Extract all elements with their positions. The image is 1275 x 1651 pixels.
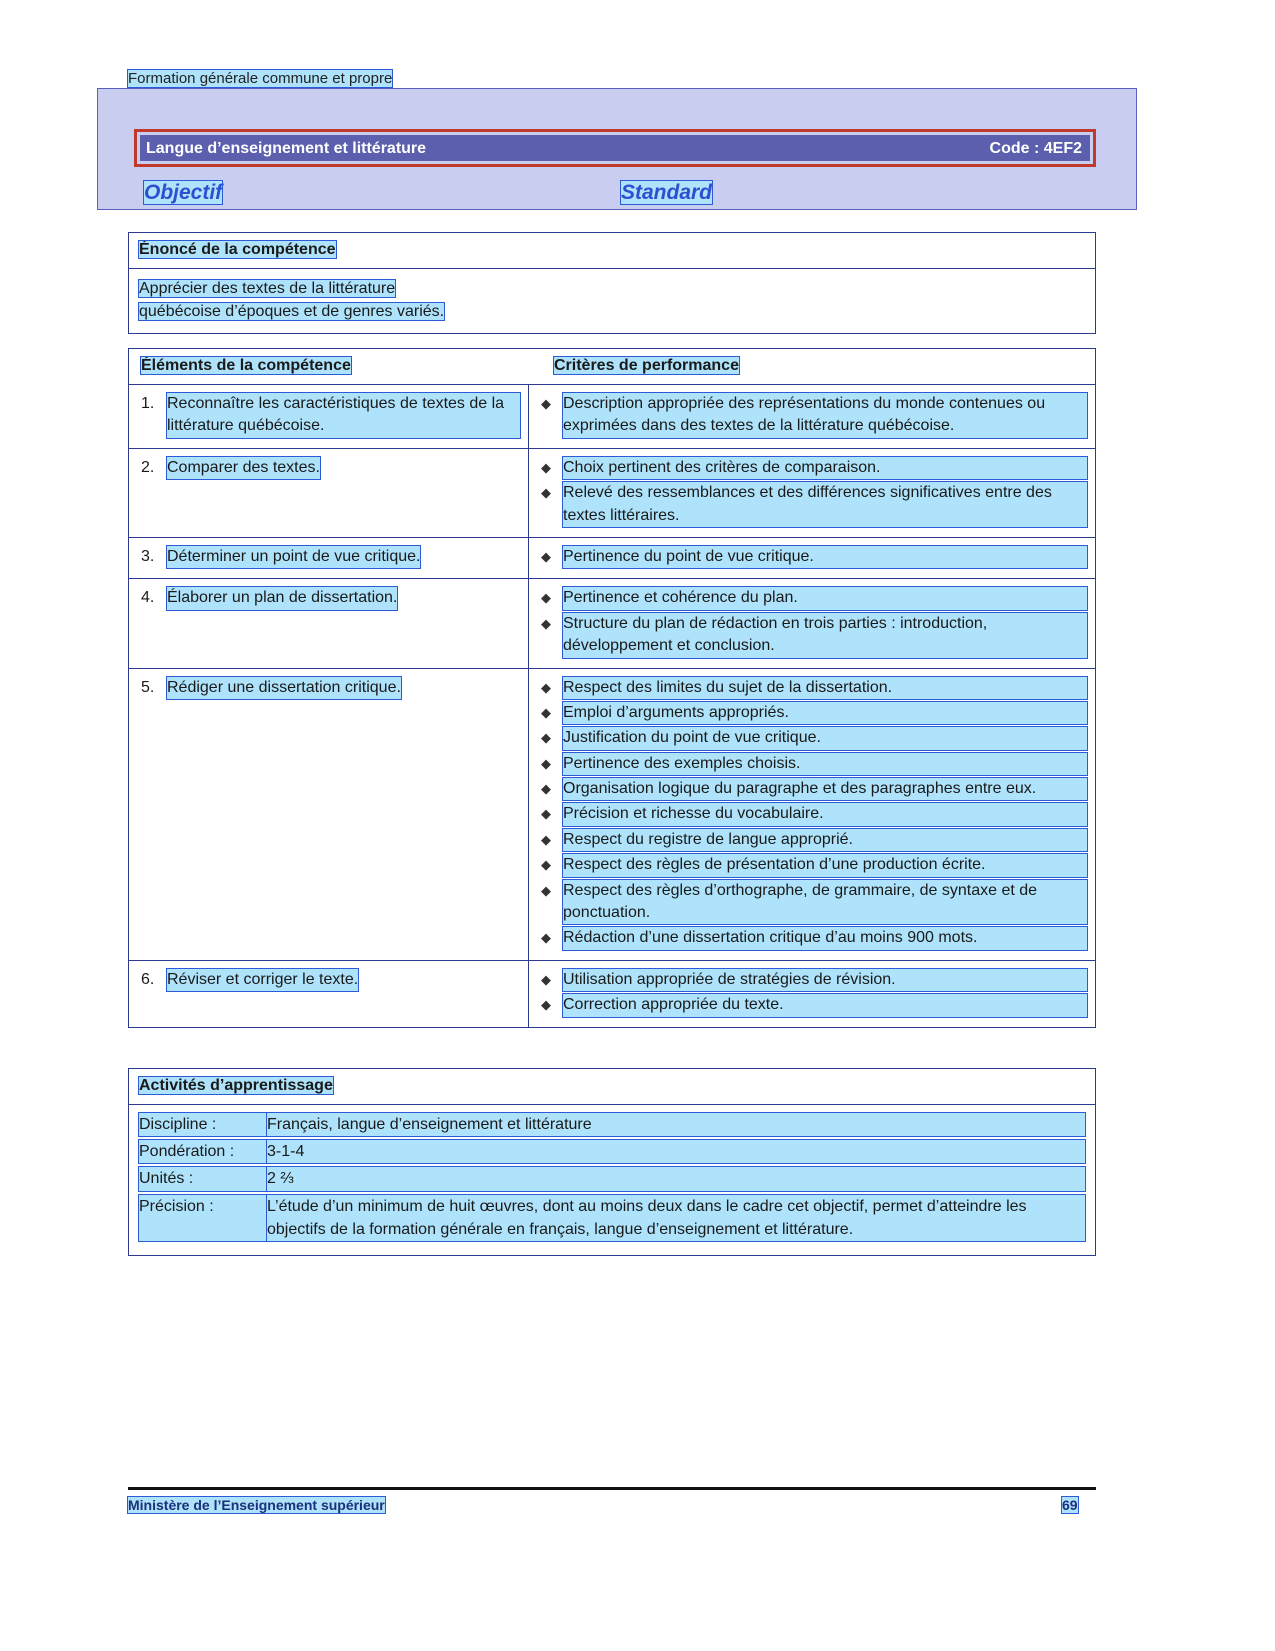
bullet-icon: ◆ bbox=[541, 730, 551, 746]
criterion-text: Description appropriée des représentations du monde contenues ou exprimées dans des textes de la littérature québécoise. bbox=[563, 393, 1087, 438]
table-row bbox=[129, 961, 1095, 1027]
bullet-icon: ◆ bbox=[541, 971, 551, 987]
column-header-standard bbox=[621, 181, 712, 205]
criterion-text: Rédaction d’une dissertation critique d’au moins 900 mots. bbox=[563, 927, 1087, 949]
activities-heading bbox=[129, 1069, 1095, 1105]
bullet-icon: ◆ bbox=[541, 806, 551, 822]
activities-row bbox=[139, 1113, 1085, 1136]
criterion-text: Respect du registre de langue approprié. bbox=[563, 829, 1087, 851]
competence-heading bbox=[129, 233, 1095, 269]
bullet-icon: ◆ bbox=[541, 679, 551, 695]
table-header-elements bbox=[129, 357, 541, 375]
element-number: 2. bbox=[141, 458, 155, 476]
element-number: 6. bbox=[141, 970, 155, 988]
criteria-cell bbox=[529, 385, 1095, 448]
discipline-title: Langue d’enseignement et littérature bbox=[146, 140, 427, 157]
table-row bbox=[129, 538, 1095, 579]
bullet-icon: ◆ bbox=[541, 997, 551, 1013]
competence-heading-text: Énoncé de la compétence bbox=[139, 241, 336, 258]
activities-value: 3-1-4 bbox=[267, 1140, 1085, 1163]
table-header-criteria-text: Critères de performance bbox=[554, 357, 739, 374]
element-text: Comparer des textes. bbox=[167, 457, 320, 479]
criteria-cell bbox=[529, 449, 1095, 537]
activities-row bbox=[139, 1195, 1085, 1241]
criterion-text: Choix pertinent des critères de comparaison. bbox=[563, 457, 1087, 479]
competence-body bbox=[129, 269, 1095, 333]
activities-label: Discipline : bbox=[139, 1113, 267, 1136]
element-number: 4. bbox=[141, 589, 155, 607]
element-number: 3. bbox=[141, 547, 155, 565]
competence-text-line2: québécoise d’époques et de genres variés. bbox=[139, 303, 445, 321]
footer-page-number-text: 69 bbox=[1062, 1497, 1078, 1513]
criteria-cell bbox=[529, 538, 1095, 578]
column-header-standard-text: Standard bbox=[621, 181, 713, 204]
criterion-text: Justification du point de vue critique. bbox=[563, 727, 1087, 749]
footer-ministry bbox=[128, 1497, 385, 1513]
element-cell bbox=[129, 669, 529, 960]
criterion-text: Pertinence des exemples choisis. bbox=[563, 753, 1087, 775]
element-text: Réviser et corriger le texte. bbox=[167, 969, 358, 991]
table-row bbox=[129, 449, 1095, 538]
footer-page-number bbox=[1062, 1497, 1078, 1513]
element-cell bbox=[129, 538, 529, 578]
criterion-text: Précision et richesse du vocabulaire. bbox=[563, 803, 1087, 825]
bullet-icon: ◆ bbox=[541, 781, 551, 797]
element-text: Élaborer un plan de dissertation. bbox=[167, 587, 397, 609]
criterion-text: Structure du plan de rédaction en trois parties : introduction, développement et conclusion. bbox=[563, 613, 1087, 658]
table-header-elements-text: Éléments de la compétence bbox=[141, 357, 351, 374]
activities-label: Pondération : bbox=[139, 1140, 267, 1163]
table-header-row bbox=[129, 349, 1095, 385]
activities-value: 2 ⅔ bbox=[267, 1167, 1085, 1190]
discipline-header-box bbox=[97, 88, 1137, 210]
bullet-icon: ◆ bbox=[541, 755, 551, 771]
activities-value: L’étude d’un minimum de huit œuvres, dont au moins deux dans le cadre cet objectif, permet d’atteindre les objectifs de la formation générale en français, langue d’enseignement et littérature. bbox=[267, 1195, 1085, 1241]
criterion-text: Pertinence et cohérence du plan. bbox=[563, 587, 1087, 609]
element-cell bbox=[129, 579, 529, 667]
competence-text-line1: Apprécier des textes de la littérature bbox=[139, 280, 396, 297]
criterion-text: Organisation logique du paragraphe et des paragraphes entre eux. bbox=[563, 778, 1087, 800]
activities-label: Unités : bbox=[139, 1167, 267, 1190]
criteria-cell bbox=[529, 961, 1095, 1027]
element-number: 1. bbox=[141, 395, 155, 412]
bullet-icon: ◆ bbox=[541, 857, 551, 873]
column-header-objectif-text: Objectif bbox=[144, 181, 223, 204]
criterion-text: Respect des règles de présentation d’une production écrite. bbox=[563, 854, 1087, 876]
bullet-icon: ◆ bbox=[541, 396, 551, 411]
bullet-icon: ◆ bbox=[541, 459, 551, 475]
criteria-cell bbox=[529, 669, 1095, 960]
bullet-icon: ◆ bbox=[541, 704, 551, 720]
criterion-text: Respect des règles d’orthographe, de grammaire, de syntaxe et de ponctuation. bbox=[563, 880, 1087, 925]
section-label-text: Formation générale commune et propre bbox=[128, 70, 393, 87]
code-value: 4EF2 bbox=[1043, 140, 1082, 157]
element-text: Rédiger une dissertation critique. bbox=[167, 677, 401, 699]
footer-ministry-text: Ministère de l’Enseignement supérieur bbox=[128, 1497, 385, 1513]
activities-row bbox=[139, 1167, 1085, 1190]
code-label: Code : bbox=[989, 140, 1040, 157]
elements-criteria-table bbox=[128, 348, 1096, 1028]
bullet-icon: ◆ bbox=[541, 615, 551, 631]
element-number: 5. bbox=[141, 678, 155, 696]
criterion-text: Emploi d’arguments appropriés. bbox=[563, 702, 1087, 724]
element-text: Reconnaître les caractéristiques de textes de la littérature québécoise. bbox=[167, 393, 520, 438]
discipline-code-bar-outline bbox=[134, 129, 1096, 167]
element-cell bbox=[129, 449, 529, 537]
table-header-criteria bbox=[541, 357, 1095, 375]
criteria-cell bbox=[529, 579, 1095, 667]
footer-divider bbox=[128, 1487, 1096, 1490]
bullet-icon: ◆ bbox=[541, 590, 551, 606]
element-text: Déterminer un point de vue critique. bbox=[167, 546, 420, 568]
bullet-icon: ◆ bbox=[541, 548, 551, 564]
discipline-code bbox=[990, 140, 1082, 158]
column-header-objectif bbox=[144, 181, 222, 205]
table-row bbox=[129, 579, 1095, 668]
element-cell bbox=[129, 961, 529, 1027]
activities-label: Précision : bbox=[139, 1195, 267, 1241]
competence-statement-block bbox=[128, 232, 1096, 334]
criterion-text: Correction appropriée du texte. bbox=[563, 994, 1087, 1016]
activities-value: Français, langue d’enseignement et littérature bbox=[267, 1113, 1085, 1136]
criterion-text: Respect des limites du sujet de la dissertation. bbox=[563, 677, 1087, 699]
criterion-text: Relevé des ressemblances et des différences significatives entre des textes littéraires. bbox=[563, 482, 1087, 527]
bullet-icon: ◆ bbox=[541, 882, 551, 898]
activities-heading-text: Activités d’apprentissage bbox=[139, 1077, 333, 1094]
element-cell bbox=[129, 385, 529, 448]
learning-activities-block bbox=[128, 1068, 1096, 1256]
bullet-icon: ◆ bbox=[541, 485, 551, 501]
criterion-text: Utilisation appropriée de stratégies de révision. bbox=[563, 969, 1087, 991]
table-row bbox=[129, 669, 1095, 961]
bullet-icon: ◆ bbox=[541, 930, 551, 946]
table-row bbox=[129, 385, 1095, 449]
discipline-code-bar bbox=[140, 135, 1090, 161]
criterion-text: Pertinence du point de vue critique. bbox=[563, 546, 1087, 568]
bullet-icon: ◆ bbox=[541, 831, 551, 847]
section-label bbox=[128, 70, 392, 87]
activities-row bbox=[139, 1140, 1085, 1163]
activities-body bbox=[129, 1105, 1095, 1255]
